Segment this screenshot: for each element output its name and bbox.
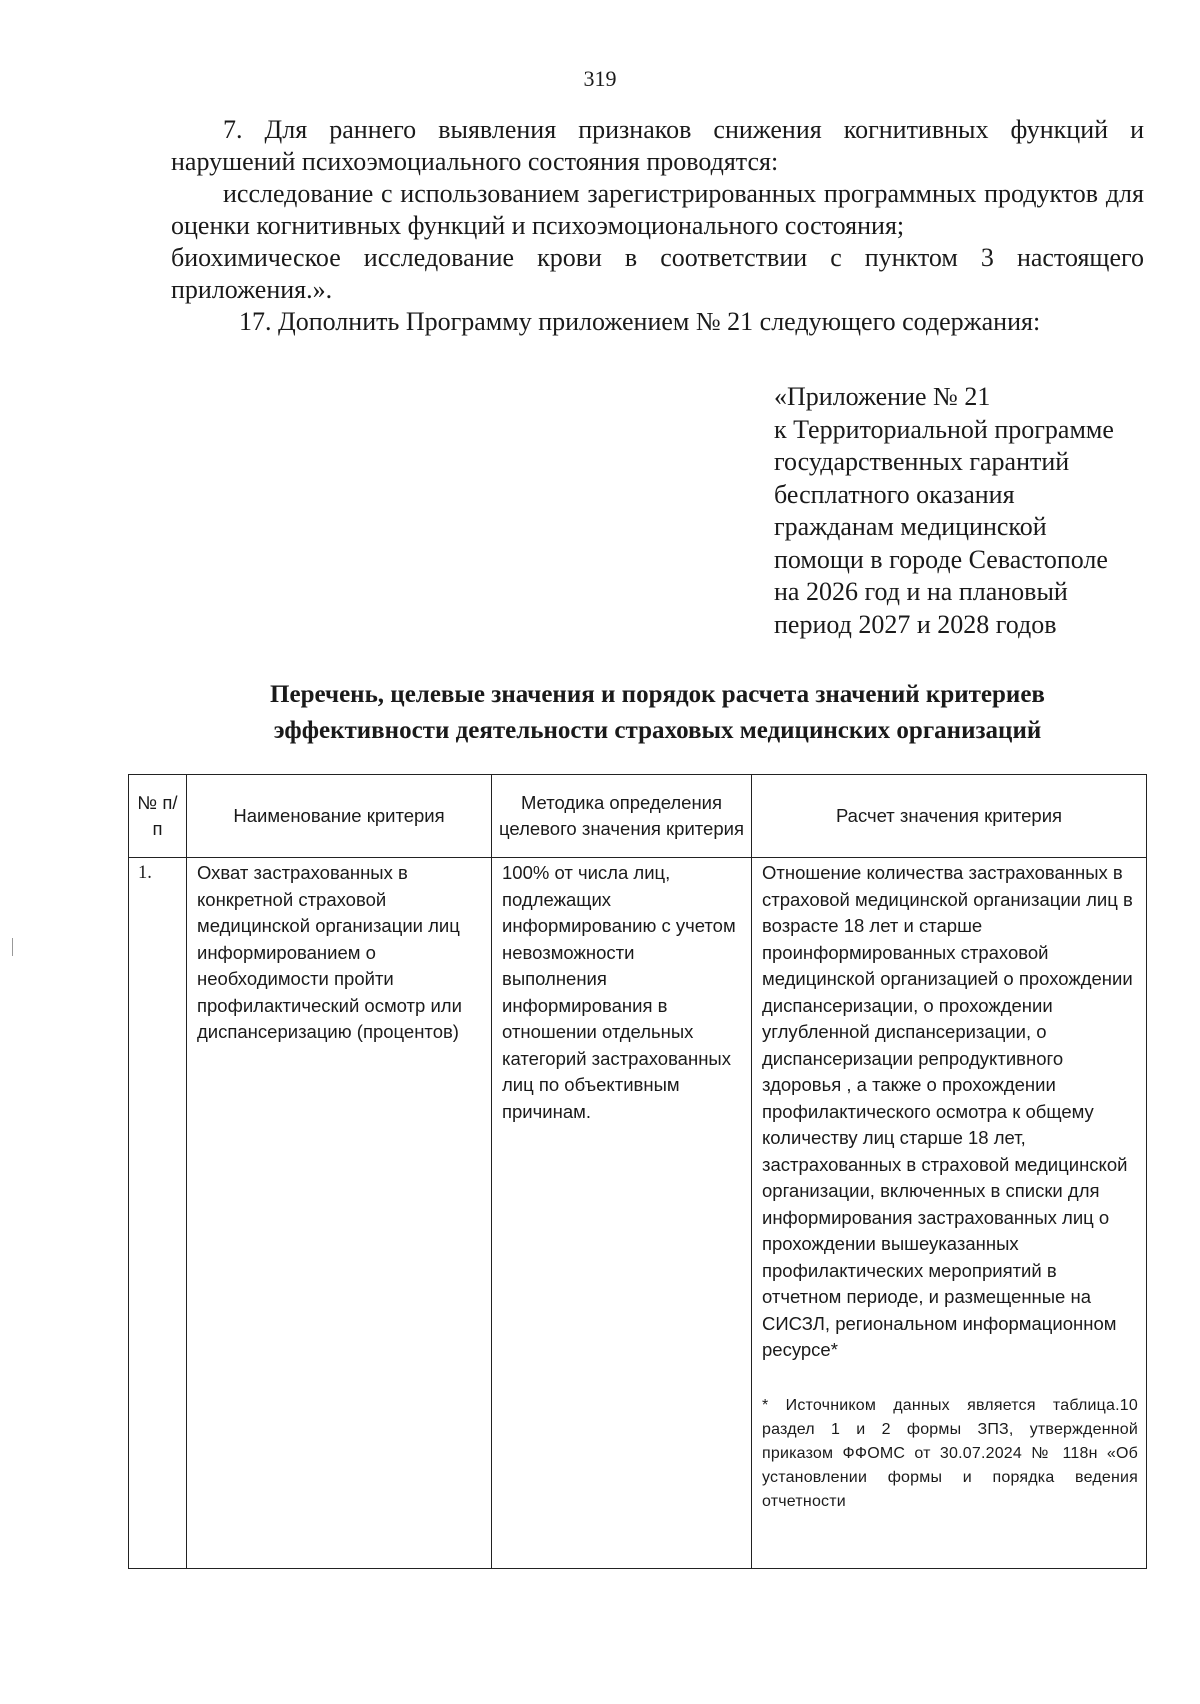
table-header-row xyxy=(129,775,1147,858)
appendix-line: гражданам медицинской xyxy=(774,512,1047,541)
paragraph-item-7: 7. Для раннего выявления признаков снижения когнитивных функций и нарушений психоэмоциального состояния проводятся: xyxy=(171,115,1144,176)
paragraph-item-17: 17. Дополнить Программу приложением № 21 следующего содержания: xyxy=(239,307,1041,336)
table-row xyxy=(129,858,1147,1569)
cell-num: 1. xyxy=(129,858,187,1569)
title-line-2: эффективности деятельности страховых медицинских организаций xyxy=(273,717,1042,744)
appendix-line: период 2027 и 2028 годов xyxy=(774,609,1057,639)
paragraph-cognitive-test: исследование с использованием зарегистрированных программных продуктов для оценки когнитивных функций и психоэмоционального состояния; xyxy=(171,179,1144,240)
page-number: 319 xyxy=(583,66,617,91)
cell-calc xyxy=(752,858,1147,1569)
cell-name: Охват застрахованных в конкретной страховой медицинской организации лиц информированием о необходимости пройти профилактический осмотр или диспансеризацию (процентов) xyxy=(187,858,492,1569)
appendix-line: «Приложение № 21 xyxy=(774,382,991,411)
appendix-line: на 2026 год и на плановый xyxy=(774,577,1068,606)
appendix-line: государственных гарантий xyxy=(774,447,1070,476)
paragraph-blood-test: биохимическое исследование крови в соответствии с пунктом 3 настоящего приложения.». xyxy=(171,243,1144,304)
document-title xyxy=(171,677,1144,749)
header-calc: Расчет значения критерия xyxy=(752,775,1147,858)
cell-method: 100% от числа лиц, подлежащих информированию с учетом невозможности выполнения информирования в отношении отдельных категорий застрахованных лиц по объективным причинам. xyxy=(492,858,752,1569)
body-text xyxy=(171,114,1144,338)
title-line-1: Перечень, целевые значения и порядок расчета значений критериев xyxy=(270,681,1045,708)
appendix-header xyxy=(774,381,1154,641)
header-num: № п/п xyxy=(129,775,187,858)
appendix-line: помощи в городе Севастополе xyxy=(774,544,1108,574)
criteria-table xyxy=(128,774,1147,1569)
header-name: Наименование критерия xyxy=(187,775,492,858)
appendix-line: к Территориальной программе xyxy=(774,414,1114,444)
footnote-text: * Источником данных является таблица.10 раздел 1 и 2 формы ЗПЗ, утвержденной приказом ФФОМС от 30.07.2024 № 118н «Об установлении формы и порядка ведения отчетности xyxy=(762,1396,1138,1510)
header-method: Методика определения целевого значения критерия xyxy=(492,775,752,858)
scan-margin-mark xyxy=(12,938,13,956)
calc-text: Отношение количества застрахованных в страховой медицинской организации лиц в возрасте 18 лет и старше проинформированных страховой медицинской организацией о прохождении диспансеризации, о прохождении углубленной диспансеризации, о диспансеризации репродуктивного здоровья , а также о прохождении профилактического осмотра к общему количеству лиц старше 18 лет, застрахованных в страховой медицинской организации, включенных в списки для информирования застрахованных лиц о прохождении вышеуказанных профилактических мероприятий в отчетном периоде, и размещенные на СИСЗЛ, региональном информационном ресурсе* xyxy=(762,862,1133,1360)
appendix-line: бесплатного оказания xyxy=(774,479,1015,509)
